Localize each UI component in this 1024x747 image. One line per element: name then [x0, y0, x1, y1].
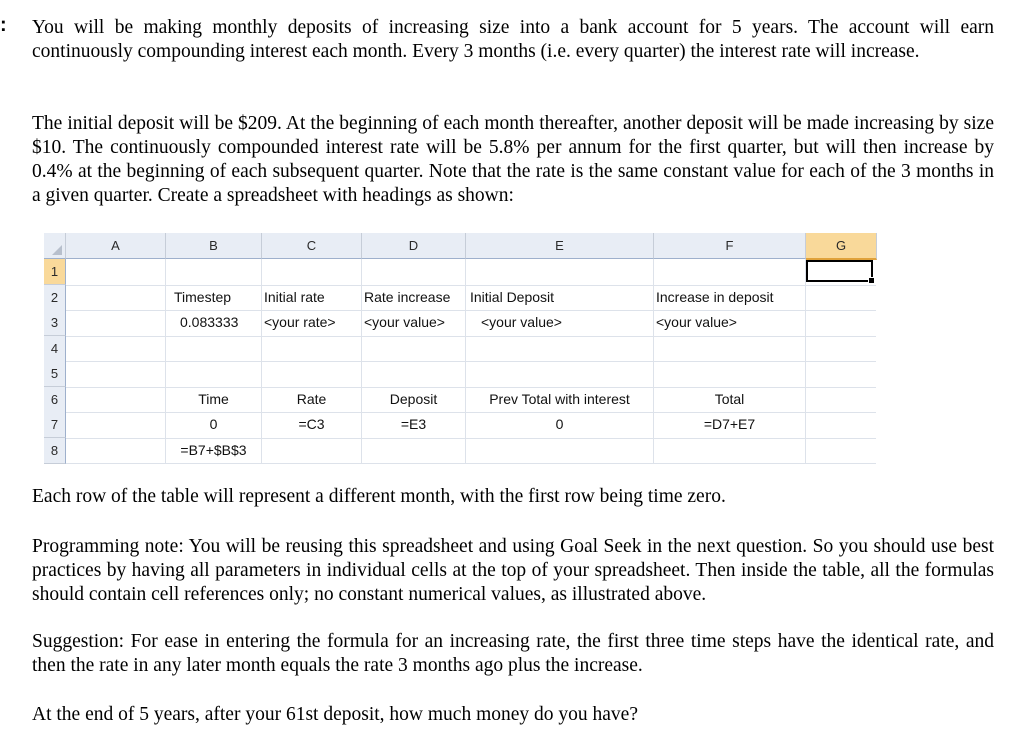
cell-c6[interactable]: Rate	[296, 391, 327, 407]
programming-note-paragraph: Programming note: You will be reusing this spreadsheet and using Goal Seek in the next question. So you should use best practices by having all parameters in individual cells at the top of your spreadsheet. Then inside the table, all the formulas should contain cell references only; no constant numerical values, as illustrated above.	[32, 536, 994, 605]
cell-b6[interactable]: Time	[198, 391, 229, 407]
cell-d6[interactable]: Deposit	[389, 391, 438, 407]
cell-b7[interactable]: 0	[209, 416, 218, 432]
cell-e7[interactable]: 0	[555, 416, 564, 432]
table-description-paragraph: Each row of the table will represent a different month, with the first row being time zero.	[32, 486, 726, 507]
gridline	[66, 361, 876, 362]
cell-d2[interactable]: Rate increase	[364, 289, 451, 305]
cell-f7[interactable]: =D7+E7	[703, 416, 756, 432]
column-header-d[interactable]: D	[362, 233, 466, 259]
selected-cell-g1[interactable]	[806, 260, 873, 282]
column-header-f[interactable]: F	[654, 233, 806, 259]
question-paragraph: At the end of 5 years, after your 61st deposit, how much money do you have?	[32, 704, 638, 725]
cell-f3[interactable]: <your value>	[656, 314, 737, 330]
column-header-a[interactable]: A	[66, 233, 166, 259]
cell-b8[interactable]: =B7+$B$3	[180, 442, 247, 458]
column-header-e[interactable]: E	[466, 233, 654, 259]
select-all-corner[interactable]	[44, 233, 66, 259]
row-header-1[interactable]: 1	[44, 259, 66, 285]
cell-b2[interactable]: Timestep	[174, 289, 232, 305]
cell-b3[interactable]: 0.083333	[180, 314, 239, 330]
intro-paragraph: You will be making monthly deposits of increasing size into a bank account for 5 years. The account will earn continuously compounding interest each month. Every 3 months (i.e. every quarter) the interest rate will increase.	[32, 17, 994, 62]
gridline	[805, 259, 806, 464]
gridline	[66, 336, 876, 337]
column-header-c[interactable]: C	[262, 233, 362, 259]
gridline	[66, 463, 876, 464]
cell-f6[interactable]: Total	[714, 391, 745, 407]
row-header-2[interactable]: 2	[44, 285, 66, 311]
parameters-paragraph: The initial deposit will be $209. At the beginning of each month thereafter, another deposit will be made increasing by size $10. The continuously compounded interest rate will be 5.8% per annum for the first quarter, but will then increase by 0.4% at the beginning of each subsequent quarter. Note that the rate is the same constant value for each of the 3 months in a given quarter. Create a spreadsheet with headings as shown:	[32, 113, 994, 206]
row-header-5[interactable]: 5	[44, 361, 66, 387]
row-header-8[interactable]: 8	[44, 438, 66, 464]
spreadsheet	[44, 233, 876, 464]
row-header-4[interactable]: 4	[44, 336, 66, 362]
cell-c3[interactable]: <your rate>	[264, 314, 336, 330]
row-header-6[interactable]: 6	[44, 387, 66, 413]
column-header-b[interactable]: B	[166, 233, 262, 259]
question-marker: :	[0, 14, 7, 36]
cell-c2[interactable]: Initial rate	[264, 289, 325, 305]
cell-e6[interactable]: Prev Total with interest	[489, 391, 630, 407]
row-header-7[interactable]: 7	[44, 412, 66, 438]
column-header-g[interactable]: G	[806, 233, 877, 260]
cell-f2[interactable]: Increase in deposit	[656, 289, 774, 305]
row-header-3[interactable]: 3	[44, 310, 66, 336]
cell-c7[interactable]: =C3	[298, 416, 325, 432]
fill-handle[interactable]	[868, 277, 875, 284]
cell-e3[interactable]: <your value>	[481, 314, 562, 330]
cell-d3[interactable]: <your value>	[364, 314, 445, 330]
cell-e2[interactable]: Initial Deposit	[470, 289, 555, 305]
cell-d7[interactable]: =E3	[400, 416, 427, 432]
suggestion-paragraph: Suggestion: For ease in entering the formula for an increasing rate, the first three time steps have the identical rate, and then the rate in any later month equals the rate 3 months ago plus the increase.	[32, 631, 994, 676]
select-all-icon	[52, 245, 62, 255]
